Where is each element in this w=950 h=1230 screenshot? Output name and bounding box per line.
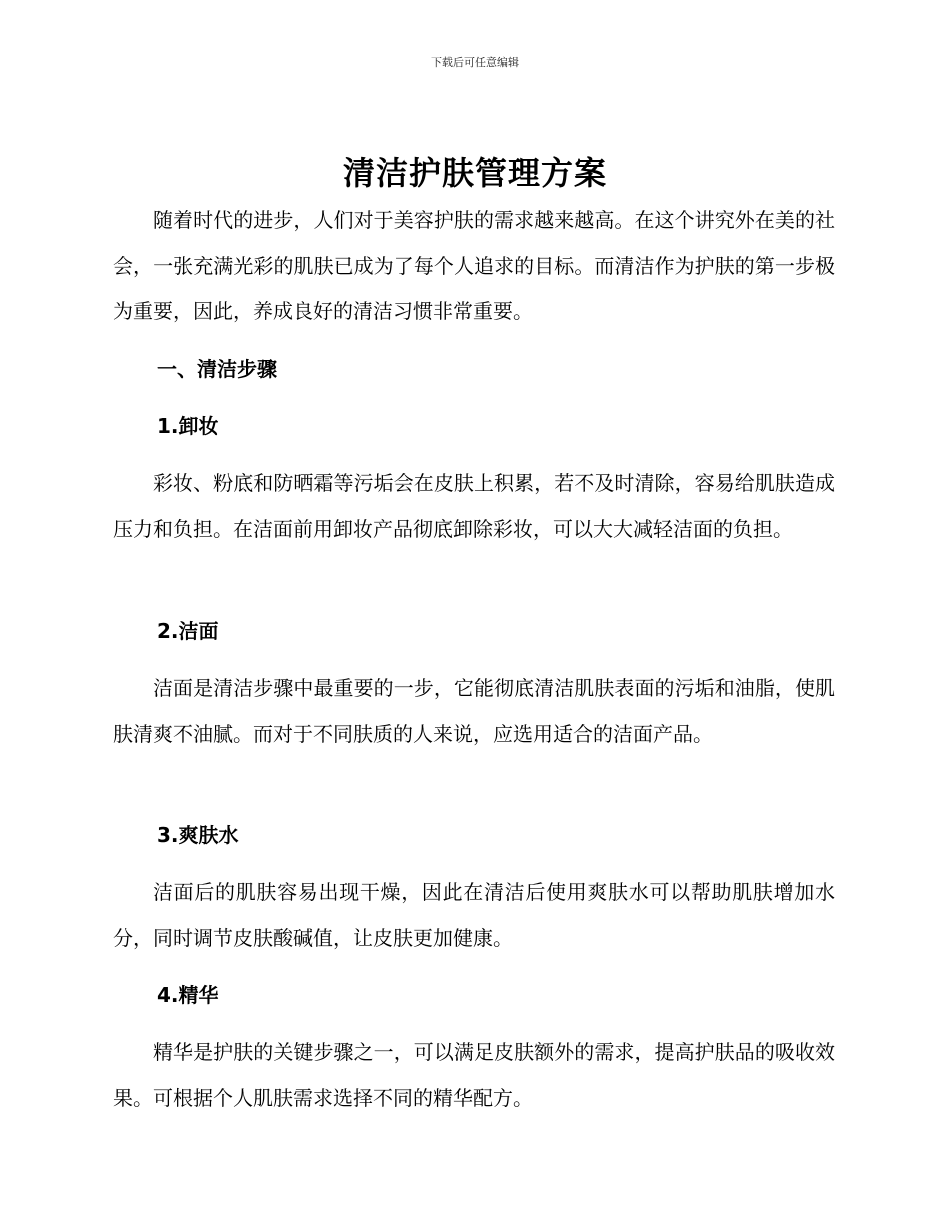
step-text-cleansing: 洁面是清洁步骤中最重要的一步，它能彻底清洁肌肤表面的污垢和油脂，使肌肤清爽不油腻。而对于不同肤质的人来说，应选用适合的洁面产品。 bbox=[113, 676, 835, 746]
document-title: 清洁护肤管理方案 bbox=[342, 154, 607, 192]
step-heading-essence: 4.精华 bbox=[157, 983, 219, 1007]
header-note: 下载后可任意编辑 bbox=[431, 56, 519, 69]
intro-paragraph: 随着时代的进步，人们对于美容护肤的需求越来越高。在这个讲究外在美的社会，一张充满光彩的肌肤已成为了每个人追求的目标。而清洁作为护肤的第一步极为重要，因此，养成良好的清洁习惯非常重要。 bbox=[113, 208, 835, 323]
section-heading-cleaning-steps: 一、清洁步骤 bbox=[157, 357, 277, 381]
step-heading-cleansing: 2.洁面 bbox=[157, 619, 219, 643]
step-text-makeup-removal: 彩妆、粉底和防晒霜等污垢会在皮肤上积累，若不及时清除，容易给肌肤造成压力和负担。在洁面前用卸妆产品彻底卸除彩妆，可以大大减轻洁面的负担。 bbox=[113, 471, 835, 541]
step-text-toner: 洁面后的肌肤容易出现干燥，因此在清洁后使用爽肤水可以帮助肌肤增加水分，同时调节皮肤酸碱值，让皮肤更加健康。 bbox=[113, 880, 835, 950]
step-text-essence: 精华是护肤的关键步骤之一，可以满足皮肤额外的需求，提高护肤品的吸收效果。可根据个人肌肤需求选择不同的精华配方。 bbox=[113, 1040, 835, 1110]
step-heading-makeup-removal: 1.卸妆 bbox=[157, 414, 219, 438]
step-heading-toner: 3.爽肤水 bbox=[157, 823, 239, 847]
